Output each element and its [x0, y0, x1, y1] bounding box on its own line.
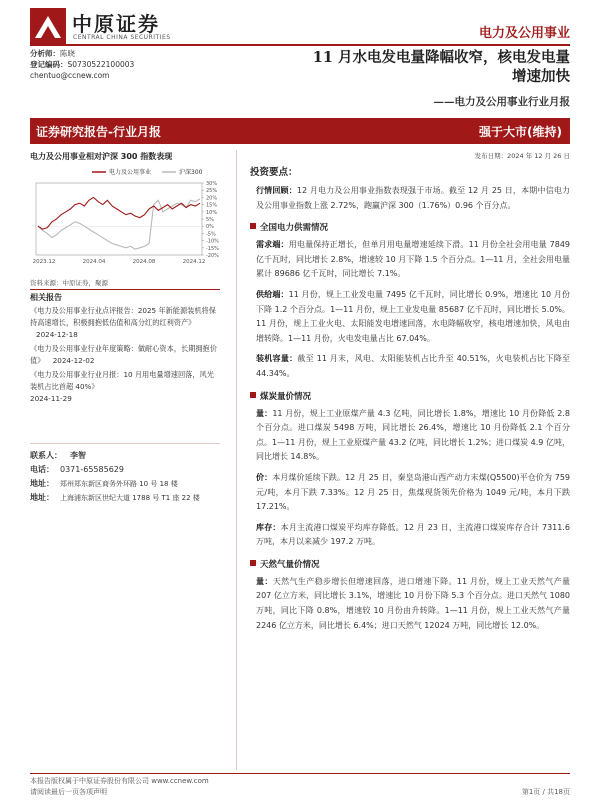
- header-rule: [30, 44, 570, 46]
- points-heading: 投资要点：: [250, 167, 298, 178]
- contact-label: 联系人：: [30, 451, 62, 460]
- related-report-date: 2024-12-18: [36, 330, 78, 339]
- footer: [30, 776, 209, 798]
- footer-rule: [30, 773, 570, 774]
- contact-block: [30, 449, 225, 505]
- inventory-paragraph: [250, 521, 570, 550]
- divider: [30, 443, 220, 444]
- related-report-item[interactable]: [30, 305, 220, 341]
- related-report-title: 《电力及公用事业行业月报：10 月用电量增速回落，风光装机占比首超 40%》: [30, 370, 214, 391]
- related-report-item[interactable]: [30, 369, 220, 405]
- analyst-email[interactable]: chentuo@ccnew.com: [30, 71, 110, 80]
- related-report-date: 2024-12-02: [52, 356, 95, 365]
- copyright: 本报告版权属于中原证券股份有限公司 www.ccnew.com: [30, 777, 209, 785]
- x-tick-label: 2024.08: [132, 259, 156, 265]
- y-tick-label: -15%: [206, 245, 219, 252]
- divider: [30, 289, 220, 290]
- rating-banner: [30, 118, 570, 144]
- y-tick-label: 20%: [206, 195, 218, 202]
- contact-address-1: 郑州郑东新区商务外环路 10 号 18 楼: [60, 480, 178, 488]
- company-logo: [30, 8, 66, 44]
- supply-paragraph: [250, 288, 570, 346]
- coal-volume-label: 量：: [256, 408, 273, 418]
- address-label: 地址：: [30, 493, 54, 502]
- market-review: [250, 184, 570, 213]
- related-report-title: 《电力及公用事业行业点评报告：2025 年新能源装机将保持高速增长，积极拥抱低估值和高分红的红利资产》: [30, 306, 216, 327]
- date-value: 2024 年 12 月 26 日: [507, 152, 570, 160]
- market-review-label: 行情回顾：: [256, 186, 297, 195]
- related-reports: [30, 305, 220, 405]
- analyst-name: 陈晓: [60, 49, 75, 58]
- demand-label: 需求端：: [256, 240, 289, 250]
- title-line-1: 11 月水电发电量降幅收窄，核电发电量: [312, 49, 570, 66]
- coal-price-label: 价：: [256, 472, 273, 482]
- related-report-item[interactable]: [30, 343, 220, 367]
- gas-volume-paragraph: [250, 575, 570, 633]
- coal-price-paragraph: [250, 471, 570, 515]
- logo-mark-icon: [30, 8, 66, 44]
- sector-name: 电力及公用事业: [478, 26, 570, 41]
- coal-volume-text: 11 月份，规上工业原煤产量 4.3 亿吨，同比增长 1.8%，增速比 10 月份降低 2.8 个百分点。进口煤炭 5498 万吨，同比增长 26.4%，增速比 10 月份降低 2.1 个百分点。1—11 月份，规上工业原煤产量 43.2 亿吨，同比增长 1.2%；进口煤炭 4.9 亿吨，同比增长 14.8%。: [256, 408, 570, 462]
- plot-frame: [36, 183, 202, 255]
- date-label: 发布日期：: [474, 152, 508, 160]
- gas-volume-text: 天然气生产稳步增长但增速回落，进口增速下降。11 月份，规上工业天然气产量 207 亿立方米，同比增长 3.1%，增速比 10 月份下降 5.3 个百分点。进口天然气 1080 万吨，同比下降 0.8%，增速较 10 月份由升转降。1—11 月份，规上工业天然气产量 2246 亿立方米，同比增长 6.4%；进口天然气 12024 万吨，同比增长 12.0%。: [256, 576, 570, 630]
- investment-points: [250, 164, 570, 633]
- supply-text: 11 月份，规上工业发电量 7495 亿千瓦时，同比增长 0.9%，增速比 10 月份下降 1.2 个百分点。1—11 月份，规上工业发电量 85687 亿千瓦时，同比增长 5.0%。11 月份，规上工业火电、太阳能发电增速回落，水电降幅收窄，核电增速加快，风电由增转降。1—11 月份，火电发电量占比 67.04%。: [256, 289, 570, 343]
- y-tick-label: 0%: [206, 224, 214, 231]
- demand-paragraph: [250, 238, 570, 282]
- contact-name: 李智: [70, 451, 86, 460]
- address-label: 地址：: [30, 479, 54, 488]
- capacity-label: 装机容量：: [256, 354, 298, 364]
- demand-text: 用电量保持正增长，但单月用电量增速延续下滑。11 月份全社会用电量 7849 亿千瓦时，同比增长 2.8%，增速较 10 月下降 1.5 个百分点。1—11 月，全社会用电量累计 89686 亿千瓦时，同比增长 7.1%。: [256, 240, 571, 279]
- y-tick-label: 10%: [206, 209, 218, 216]
- report-subtitle: ——电力及公用事业行业月报: [433, 96, 570, 108]
- section-gas: 天然气量价情况: [250, 558, 570, 570]
- rating: 强于大市(维持): [479, 125, 562, 139]
- inventory-label: 库存：: [256, 522, 281, 532]
- legend-label: 电力及公用事业: [109, 169, 152, 176]
- coal-volume-paragraph: [250, 407, 570, 465]
- x-tick-label: 2024.04: [82, 259, 106, 265]
- performance-chart-svg: [30, 163, 220, 273]
- y-tick-label: -20%: [206, 253, 219, 259]
- chart-title: 电力及公用事业相对沪深 300 指数表现: [30, 152, 173, 161]
- cert-label: 登记编码：: [30, 60, 68, 69]
- disclaimer-note: 请阅读最后一页各项声明: [30, 788, 107, 796]
- series-line-0: [38, 197, 200, 229]
- title-line-2: 增速加快: [512, 68, 570, 85]
- related-report-title: 《电力及公用事业行业年度策略：做耐心资本，长期拥抱价值》: [30, 344, 217, 365]
- page-number: 第1页 / 共18页: [521, 788, 570, 796]
- legend-label: 沪深300: [179, 169, 203, 176]
- related-report-date: 2024-11-29: [30, 394, 72, 403]
- phone-label: 电话：: [30, 465, 54, 474]
- x-tick-label: 2023.12: [32, 259, 56, 265]
- cert-code: S0730522100003: [67, 60, 135, 69]
- capacity-paragraph: [250, 352, 570, 381]
- brand-name-en: CENTRAL CHINA SECURITIES: [73, 34, 171, 41]
- y-tick-label: -5%: [206, 231, 216, 238]
- y-tick-label: 30%: [206, 181, 218, 187]
- y-tick-label: -10%: [206, 238, 219, 245]
- brand-name: 中原证券: [72, 12, 160, 36]
- x-tick-label: 2024.12: [182, 259, 206, 265]
- related-heading: 相关报告: [30, 293, 62, 302]
- inventory-text: 本月主流港口煤炭平均库存降低。12 月 23 日，主流港口煤炭库存合计 7311.6 万吨，本月以来减少 197.2 万吨。: [256, 522, 570, 547]
- contact-address-2: 上海浦东新区世纪大道 1788 号 T1 座 22 楼: [60, 494, 200, 502]
- section-power: 全国电力供需情况: [250, 221, 570, 233]
- report-title: [190, 48, 570, 86]
- y-tick-label: 25%: [206, 188, 218, 195]
- y-tick-label: 15%: [206, 202, 218, 209]
- performance-chart: [30, 163, 220, 273]
- gas-volume-label: 量：: [256, 576, 273, 586]
- coal-price-text: 本月煤价延续下跌。12 月 25 日，秦皇岛港山西产动力末煤(Q5500)平仓价为 759 元/吨，本月下跌 7.33%。12 月 25 日，焦煤现货领先价格为 1049 元/吨，本月下跌 17.21%。: [256, 472, 571, 512]
- y-tick-label: 5%: [206, 217, 214, 223]
- market-review-text: 12 月电力及公用事业指数表现强于市场。截至 12 月 25 日，本期中信电力及公用事业指数上涨 2.72%，跑赢沪深 300（1.76%）0.96 个百分点。: [256, 186, 570, 210]
- analyst-label: 分析师：: [30, 49, 60, 58]
- chart-source: 资料来源：中原证券，聚源: [30, 279, 108, 287]
- supply-label: 供给端：: [256, 289, 289, 299]
- contact-phone: 0371-65585629: [60, 465, 124, 474]
- section-coal: 煤炭量价情况: [250, 390, 570, 402]
- column-separator: [236, 150, 237, 770]
- capacity-text: 截至 11 月末，风电、太阳能装机占比升至 40.51%，火电装机占比下降至 44.34%。: [256, 354, 571, 378]
- publish-date: [475, 151, 570, 160]
- report-type: 证券研究报告-行业月报: [36, 125, 161, 139]
- analyst-info: [30, 48, 134, 81]
